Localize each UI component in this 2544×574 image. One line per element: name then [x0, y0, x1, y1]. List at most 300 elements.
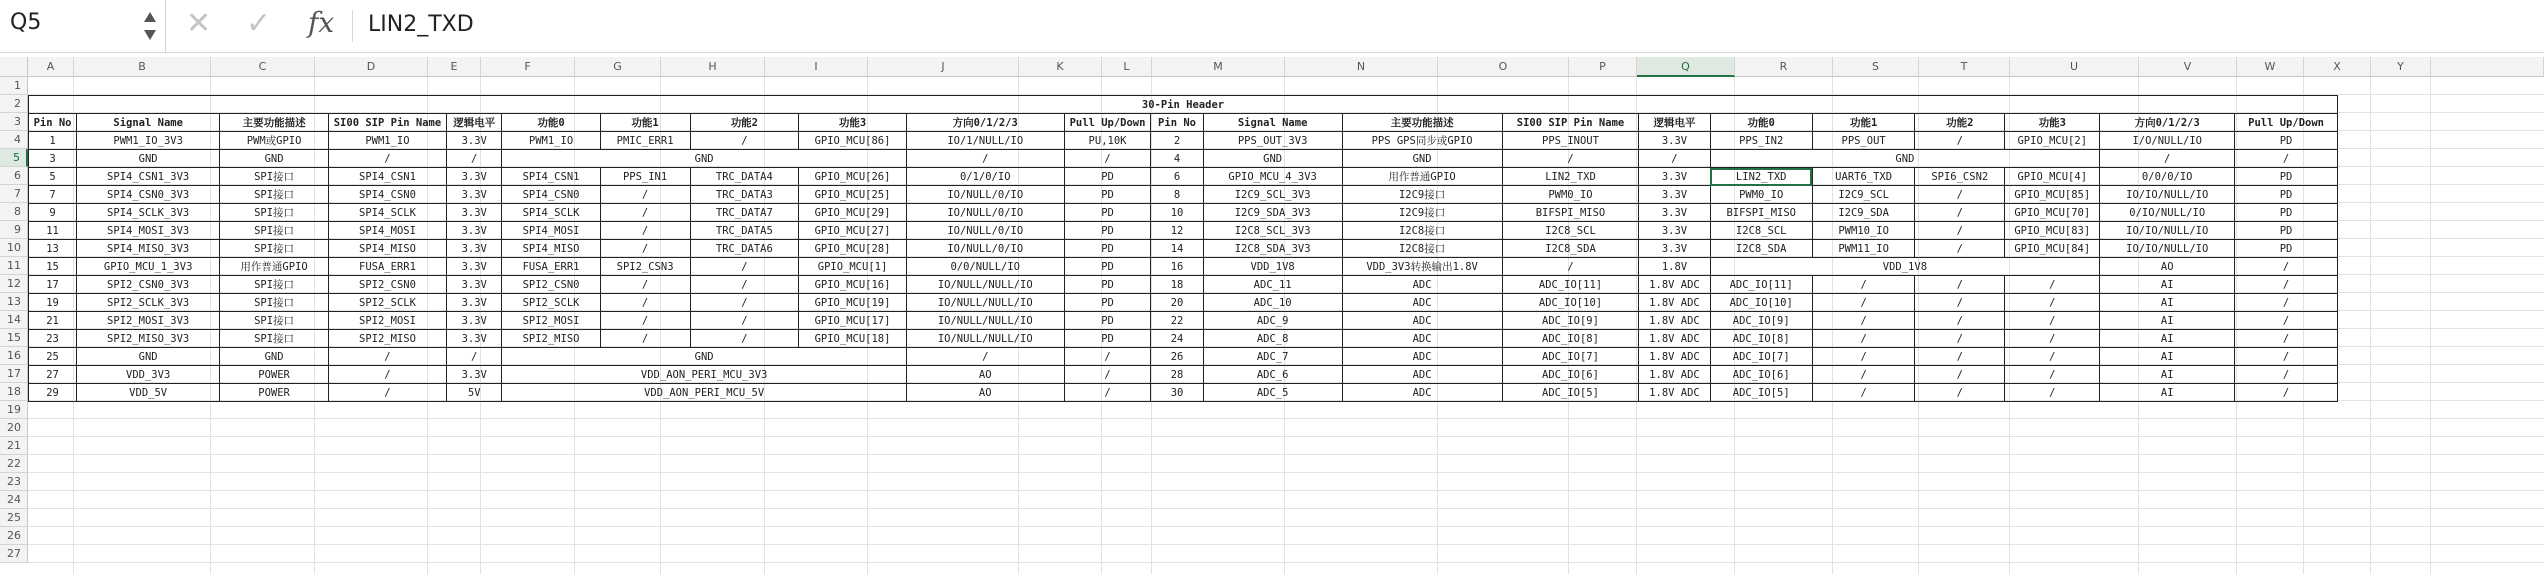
- column-header-k[interactable]: K: [1019, 57, 1102, 77]
- cell[interactable]: GPIO_MCU[70]: [2005, 204, 2100, 222]
- column-title[interactable]: SI00 SIP Pin Name: [1502, 114, 1639, 132]
- active-cell[interactable]: LIN2_TXD: [1710, 168, 1812, 186]
- cell[interactable]: FUSA_ERR1: [328, 258, 446, 276]
- cell[interactable]: 5V: [447, 384, 502, 402]
- cell[interactable]: GPIO_MCU[28]: [799, 240, 907, 258]
- cell[interactable]: ADC_IO[9]: [1502, 312, 1639, 330]
- cell[interactable]: /: [328, 150, 446, 168]
- cell[interactable]: /: [1812, 294, 1914, 312]
- row-header-23[interactable]: 23: [0, 473, 28, 491]
- cell[interactable]: IO/IO/NULL/IO: [2100, 222, 2235, 240]
- cell[interactable]: IO/1/NULL/IO: [906, 132, 1064, 150]
- column-header-m[interactable]: M: [1152, 57, 1285, 77]
- column-title[interactable]: 逻辑电平: [447, 114, 502, 132]
- row-header-27[interactable]: 27: [0, 545, 28, 563]
- cell[interactable]: PD: [2235, 204, 2338, 222]
- cell[interactable]: /: [2235, 258, 2338, 276]
- cell[interactable]: IO/NULL/NULL/IO: [906, 294, 1064, 312]
- cell[interactable]: SPI4_CSN0_3V3: [77, 186, 220, 204]
- cell[interactable]: ADC_IO[9]: [1710, 312, 1812, 330]
- cell[interactable]: PD: [1064, 258, 1151, 276]
- cell[interactable]: PPS_IN2: [1710, 132, 1812, 150]
- cell[interactable]: ADC_IO[5]: [1710, 384, 1812, 402]
- row-header-21[interactable]: 21: [0, 437, 28, 455]
- cell[interactable]: IO/NULL/NULL/IO: [906, 312, 1064, 330]
- cell[interactable]: PWM0_IO: [1502, 186, 1639, 204]
- cell[interactable]: VDD_1V8: [1710, 258, 2100, 276]
- cell[interactable]: /: [1915, 276, 2005, 294]
- cell[interactable]: 3.3V: [447, 168, 502, 186]
- cell[interactable]: SPI2_SCLK: [328, 294, 446, 312]
- cell[interactable]: AO: [906, 366, 1064, 384]
- cell[interactable]: 23: [29, 330, 77, 348]
- column-header-t[interactable]: T: [1919, 57, 2010, 77]
- row-header-26[interactable]: 26: [0, 527, 28, 545]
- cell[interactable]: ADC_9: [1203, 312, 1342, 330]
- column-header-a[interactable]: A: [28, 57, 74, 77]
- cell[interactable]: ADC: [1342, 294, 1502, 312]
- cell[interactable]: SPI接口: [220, 312, 329, 330]
- cell[interactable]: 1.8V ADC: [1639, 330, 1710, 348]
- cell[interactable]: VDD_1V8: [1203, 258, 1342, 276]
- cell[interactable]: ADC_IO[11]: [1710, 276, 1812, 294]
- cell[interactable]: GPIO_MCU_1_3V3: [77, 258, 220, 276]
- cell[interactable]: SPI4_MISO_3V3: [77, 240, 220, 258]
- cell[interactable]: VDD_5V: [77, 384, 220, 402]
- cell[interactable]: SPI2_MOSI: [502, 312, 600, 330]
- cell[interactable]: /: [2235, 150, 2338, 168]
- cell[interactable]: 3.3V: [447, 204, 502, 222]
- cell[interactable]: SPI4_SCLK_3V3: [77, 204, 220, 222]
- cell[interactable]: PWM1_IO: [502, 132, 600, 150]
- cell[interactable]: SPI2_MISO: [502, 330, 600, 348]
- cell[interactable]: SPI接口: [220, 240, 329, 258]
- column-header-h[interactable]: H: [661, 57, 765, 77]
- cell[interactable]: ADC_7: [1203, 348, 1342, 366]
- column-header-d[interactable]: D: [315, 57, 428, 77]
- cell[interactable]: /: [1915, 294, 2005, 312]
- cell[interactable]: TRC_DATA6: [690, 240, 799, 258]
- column-header-r[interactable]: R: [1735, 57, 1833, 77]
- cell[interactable]: PPS_OUT: [1812, 132, 1914, 150]
- column-title[interactable]: 方向0/1/2/3: [906, 114, 1064, 132]
- cell[interactable]: SPI接口: [220, 330, 329, 348]
- cell[interactable]: 15: [29, 258, 77, 276]
- cell[interactable]: GND: [1710, 150, 2100, 168]
- cell[interactable]: ADC_IO[7]: [1710, 348, 1812, 366]
- cell[interactable]: SPI接口: [220, 294, 329, 312]
- cell[interactable]: /: [1812, 330, 1914, 348]
- cell[interactable]: SPI4_CSN0: [328, 186, 446, 204]
- column-header-e[interactable]: E: [428, 57, 481, 77]
- cell[interactable]: SPI4_MOSI_3V3: [77, 222, 220, 240]
- cell[interactable]: 28: [1151, 366, 1203, 384]
- cell[interactable]: 5: [29, 168, 77, 186]
- row-header-8[interactable]: 8: [0, 203, 28, 221]
- cell[interactable]: 0/0/NULL/IO: [906, 258, 1064, 276]
- cell[interactable]: 29: [29, 384, 77, 402]
- cell[interactable]: I2C8_SDA: [1710, 240, 1812, 258]
- cell[interactable]: 3.3V: [447, 132, 502, 150]
- column-title[interactable]: 功能1: [1812, 114, 1914, 132]
- cell[interactable]: /: [2005, 348, 2100, 366]
- cell[interactable]: ADC: [1342, 348, 1502, 366]
- cell[interactable]: SPI接口: [220, 186, 329, 204]
- row-header-6[interactable]: 6: [0, 167, 28, 185]
- cell[interactable]: IO/NULL/0/IO: [906, 222, 1064, 240]
- cell[interactable]: IO/NULL/0/IO: [906, 186, 1064, 204]
- column-header-p[interactable]: P: [1569, 57, 1637, 77]
- cell[interactable]: GPIO_MCU[2]: [2005, 132, 2100, 150]
- cell[interactable]: 25: [29, 348, 77, 366]
- cell[interactable]: /: [690, 132, 799, 150]
- cell[interactable]: I2C8_SCL: [1502, 222, 1639, 240]
- cell[interactable]: SPI4_CSN1: [328, 168, 446, 186]
- cell[interactable]: TRC_DATA3: [690, 186, 799, 204]
- cell[interactable]: 1.8V: [1639, 258, 1710, 276]
- cell[interactable]: I2C8_SCL: [1710, 222, 1812, 240]
- cell[interactable]: /: [1915, 132, 2005, 150]
- cell[interactable]: AO: [2100, 258, 2235, 276]
- cell[interactable]: 3.3V: [447, 294, 502, 312]
- cell[interactable]: /: [2235, 366, 2338, 384]
- cell[interactable]: /: [2100, 150, 2235, 168]
- cell[interactable]: IO/NULL/NULL/IO: [906, 276, 1064, 294]
- cell[interactable]: 3.3V: [1639, 168, 1710, 186]
- cell[interactable]: /: [1812, 312, 1914, 330]
- cell[interactable]: 17: [29, 276, 77, 294]
- column-title[interactable]: 功能0: [502, 114, 600, 132]
- cell[interactable]: /: [600, 222, 690, 240]
- row-header-7[interactable]: 7: [0, 185, 28, 203]
- cell[interactable]: 6: [1151, 168, 1203, 186]
- cell[interactable]: 3.3V: [447, 312, 502, 330]
- cell[interactable]: GPIO_MCU[29]: [799, 204, 907, 222]
- cell[interactable]: ADC: [1342, 312, 1502, 330]
- name-box[interactable]: [0, 0, 166, 52]
- column-header-c[interactable]: C: [211, 57, 315, 77]
- column-header-b[interactable]: B: [74, 57, 211, 77]
- cell[interactable]: 8: [1151, 186, 1203, 204]
- cell[interactable]: 0/IO/NULL/IO: [2100, 204, 2235, 222]
- cell[interactable]: GPIO_MCU[83]: [2005, 222, 2100, 240]
- cell[interactable]: ADC_6: [1203, 366, 1342, 384]
- column-title[interactable]: 方向0/1/2/3: [2100, 114, 2235, 132]
- column-title[interactable]: Pull Up/Down: [2235, 114, 2338, 132]
- cell[interactable]: 27: [29, 366, 77, 384]
- cell[interactable]: SPI接口: [220, 222, 329, 240]
- column-header-j[interactable]: J: [868, 57, 1019, 77]
- cell[interactable]: AI: [2100, 276, 2235, 294]
- row-header-14[interactable]: 14: [0, 311, 28, 329]
- cell[interactable]: 4: [1151, 150, 1203, 168]
- column-title[interactable]: Signal Name: [1203, 114, 1342, 132]
- cell[interactable]: I2C9_SDA: [1812, 204, 1914, 222]
- cell[interactable]: PD: [1064, 222, 1151, 240]
- cell[interactable]: IO/IO/NULL/IO: [2100, 240, 2235, 258]
- cell[interactable]: /: [2235, 294, 2338, 312]
- cell[interactable]: SPI接口: [220, 276, 329, 294]
- row-header-15[interactable]: 15: [0, 329, 28, 347]
- cell[interactable]: ADC_IO[10]: [1710, 294, 1812, 312]
- column-header-g[interactable]: G: [575, 57, 661, 77]
- column-header-w[interactable]: W: [2237, 57, 2304, 77]
- column-header-u[interactable]: U: [2010, 57, 2139, 77]
- column-title[interactable]: SI00 SIP Pin Name: [328, 114, 446, 132]
- cell[interactable]: 3.3V: [447, 276, 502, 294]
- cell[interactable]: PD: [1064, 168, 1151, 186]
- cell[interactable]: GND: [77, 150, 220, 168]
- cell[interactable]: 7: [29, 186, 77, 204]
- cell[interactable]: /: [2005, 384, 2100, 402]
- row-header-1[interactable]: 1: [0, 77, 28, 95]
- cell[interactable]: /: [1915, 204, 2005, 222]
- cell[interactable]: 21: [29, 312, 77, 330]
- cell[interactable]: /: [447, 150, 502, 168]
- cell[interactable]: /: [1915, 222, 2005, 240]
- cell[interactable]: 1.8V ADC: [1639, 276, 1710, 294]
- cell[interactable]: GPIO_MCU[26]: [799, 168, 907, 186]
- spreadsheet-grid[interactable]: [0, 57, 2544, 574]
- cell[interactable]: SPI4_MOSI: [502, 222, 600, 240]
- cell[interactable]: 20: [1151, 294, 1203, 312]
- cell[interactable]: /: [2005, 312, 2100, 330]
- cell[interactable]: /: [690, 330, 799, 348]
- cell[interactable]: /: [2235, 276, 2338, 294]
- cell[interactable]: ADC_5: [1203, 384, 1342, 402]
- cell[interactable]: /: [690, 258, 799, 276]
- cell[interactable]: 9: [29, 204, 77, 222]
- cell[interactable]: PPS GPS同步或GPIO: [1342, 132, 1502, 150]
- cell[interactable]: 14: [1151, 240, 1203, 258]
- cell[interactable]: SPI2_MISO: [328, 330, 446, 348]
- cell[interactable]: AI: [2100, 348, 2235, 366]
- cell[interactable]: GND: [502, 150, 906, 168]
- cell[interactable]: 3: [29, 150, 77, 168]
- cell[interactable]: GPIO_MCU_4_3V3: [1203, 168, 1342, 186]
- cell[interactable]: GPIO_MCU[19]: [799, 294, 907, 312]
- cell[interactable]: ADC_8: [1203, 330, 1342, 348]
- cell[interactable]: AI: [2100, 384, 2235, 402]
- cell[interactable]: 1.8V ADC: [1639, 366, 1710, 384]
- column-header-y[interactable]: Y: [2371, 57, 2431, 77]
- column-title[interactable]: Pull Up/Down: [1064, 114, 1151, 132]
- cell[interactable]: TRC_DATA4: [690, 168, 799, 186]
- cell[interactable]: /: [1064, 348, 1151, 366]
- cell[interactable]: 13: [29, 240, 77, 258]
- cell[interactable]: I2C9_SDA_3V3: [1203, 204, 1342, 222]
- row-header-16[interactable]: 16: [0, 347, 28, 365]
- cell[interactable]: ADC_IO[10]: [1502, 294, 1639, 312]
- cell[interactable]: 11: [29, 222, 77, 240]
- cell[interactable]: /: [600, 204, 690, 222]
- row-header-4[interactable]: 4: [0, 131, 28, 149]
- table-title[interactable]: 30-Pin Header: [29, 96, 2338, 114]
- row-header-20[interactable]: 20: [0, 419, 28, 437]
- cell[interactable]: SPI2_CSN0_3V3: [77, 276, 220, 294]
- cell[interactable]: ADC_IO[7]: [1502, 348, 1639, 366]
- cell[interactable]: I2C8_SCL_3V3: [1203, 222, 1342, 240]
- cell[interactable]: /: [906, 150, 1064, 168]
- cell[interactable]: PD: [2235, 222, 2338, 240]
- cell[interactable]: SPI4_SCLK: [502, 204, 600, 222]
- cell[interactable]: PD: [1064, 312, 1151, 330]
- cell[interactable]: 用作普通GPIO: [220, 258, 329, 276]
- cell[interactable]: 22: [1151, 312, 1203, 330]
- cell[interactable]: ADC_IO[11]: [1502, 276, 1639, 294]
- formula-input[interactable]: LIN2_TXD: [368, 12, 474, 37]
- cell[interactable]: 30: [1151, 384, 1203, 402]
- cell[interactable]: /: [1812, 384, 1914, 402]
- cell[interactable]: /: [2235, 312, 2338, 330]
- row-header-13[interactable]: 13: [0, 293, 28, 311]
- cell[interactable]: 3.3V: [447, 186, 502, 204]
- cell[interactable]: I2C8_SDA: [1502, 240, 1639, 258]
- cell[interactable]: 3.3V: [447, 240, 502, 258]
- cell[interactable]: PD: [1064, 240, 1151, 258]
- cell[interactable]: SPI4_CSN0: [502, 186, 600, 204]
- cell[interactable]: I2C9接口: [1342, 186, 1502, 204]
- row-header-9[interactable]: 9: [0, 221, 28, 239]
- cell[interactable]: /: [1915, 312, 2005, 330]
- cell[interactable]: AI: [2100, 366, 2235, 384]
- cell[interactable]: TRC_DATA5: [690, 222, 799, 240]
- cell[interactable]: LIN2_TXD: [1502, 168, 1639, 186]
- cell[interactable]: SPI2_MOSI_3V3: [77, 312, 220, 330]
- cell[interactable]: PD: [1064, 330, 1151, 348]
- cell[interactable]: /: [1639, 150, 1710, 168]
- cell[interactable]: /: [2005, 330, 2100, 348]
- cell[interactable]: I/O/NULL/IO: [2100, 132, 2235, 150]
- cell[interactable]: IO/NULL/0/IO: [906, 240, 1064, 258]
- cell[interactable]: ADC_IO[6]: [1710, 366, 1812, 384]
- cell[interactable]: /: [2235, 348, 2338, 366]
- cell[interactable]: POWER: [220, 384, 329, 402]
- column-header-n[interactable]: N: [1285, 57, 1438, 77]
- cell[interactable]: /: [1915, 186, 2005, 204]
- column-title[interactable]: 主要功能描述: [220, 114, 329, 132]
- cell[interactable]: 24: [1151, 330, 1203, 348]
- cell[interactable]: PD: [1064, 276, 1151, 294]
- column-header-o[interactable]: O: [1438, 57, 1569, 77]
- row-header-2[interactable]: 2: [0, 95, 28, 113]
- cell[interactable]: /: [328, 366, 446, 384]
- cell[interactable]: /: [690, 276, 799, 294]
- cell[interactable]: IO/NULL/NULL/IO: [906, 330, 1064, 348]
- column-header-v[interactable]: V: [2139, 57, 2237, 77]
- cell[interactable]: GPIO_MCU[16]: [799, 276, 907, 294]
- cell[interactable]: ADC: [1342, 384, 1502, 402]
- cell[interactable]: PD: [1064, 204, 1151, 222]
- column-header-q[interactable]: Q: [1637, 57, 1735, 77]
- cell[interactable]: GND: [1203, 150, 1342, 168]
- confirm-icon[interactable]: ✓: [246, 6, 272, 41]
- cell[interactable]: 3.3V: [1639, 222, 1710, 240]
- cell[interactable]: PPS_INOUT: [1502, 132, 1639, 150]
- row-header-12[interactable]: 12: [0, 275, 28, 293]
- cell[interactable]: GPIO_MCU[85]: [2005, 186, 2100, 204]
- cell[interactable]: 2: [1151, 132, 1203, 150]
- cell[interactable]: PWM0_IO: [1710, 186, 1812, 204]
- cell[interactable]: SPI2_CSN0: [502, 276, 600, 294]
- cell[interactable]: /: [1502, 150, 1639, 168]
- cell[interactable]: /: [1915, 330, 2005, 348]
- cell[interactable]: BIFSPI_MISO: [1502, 204, 1639, 222]
- cell[interactable]: GPIO_MCU[27]: [799, 222, 907, 240]
- cell[interactable]: BIFSPI_MISO: [1710, 204, 1812, 222]
- cell[interactable]: SPI2_MOSI: [328, 312, 446, 330]
- cell[interactable]: ADC_IO[8]: [1710, 330, 1812, 348]
- cell[interactable]: I2C8_SDA_3V3: [1203, 240, 1342, 258]
- cell[interactable]: /: [2005, 276, 2100, 294]
- cell[interactable]: TRC_DATA7: [690, 204, 799, 222]
- cell[interactable]: /: [2235, 330, 2338, 348]
- cell[interactable]: I2C8接口: [1342, 240, 1502, 258]
- cell[interactable]: I2C8接口: [1342, 222, 1502, 240]
- cell[interactable]: PWM11_IO: [1812, 240, 1914, 258]
- cell[interactable]: IO/IO/NULL/IO: [2100, 186, 2235, 204]
- cell[interactable]: VDD_3V3转换输出1.8V: [1342, 258, 1502, 276]
- name-box-dropdown-icon[interactable]: [140, 2, 160, 50]
- cell[interactable]: VDD_AON_PERI_MCU_3V3: [502, 366, 906, 384]
- column-title[interactable]: Signal Name: [77, 114, 220, 132]
- cell[interactable]: 3.3V: [447, 330, 502, 348]
- row-header-3[interactable]: 3: [0, 113, 28, 131]
- cell[interactable]: SPI2_CSN3: [600, 258, 690, 276]
- cell[interactable]: PPS_OUT_3V3: [1203, 132, 1342, 150]
- cell[interactable]: /: [2005, 294, 2100, 312]
- cell[interactable]: VDD_AON_PERI_MCU_5V: [502, 384, 906, 402]
- column-title[interactable]: 逻辑电平: [1639, 114, 1710, 132]
- cell[interactable]: GND: [77, 348, 220, 366]
- cell[interactable]: 26: [1151, 348, 1203, 366]
- cell[interactable]: SPI4_SCLK: [328, 204, 446, 222]
- cell[interactable]: ADC_IO[5]: [1502, 384, 1639, 402]
- row-header-22[interactable]: 22: [0, 455, 28, 473]
- cell[interactable]: 0/0/0/IO: [2100, 168, 2235, 186]
- cell[interactable]: SPI6_CSN2: [1915, 168, 2005, 186]
- cell[interactable]: SPI4_MISO: [502, 240, 600, 258]
- cell[interactable]: 16: [1151, 258, 1203, 276]
- cell[interactable]: /: [1915, 240, 2005, 258]
- cell[interactable]: 19: [29, 294, 77, 312]
- column-title[interactable]: 功能3: [799, 114, 907, 132]
- cell[interactable]: SPI2_CSN0: [328, 276, 446, 294]
- row-header-5[interactable]: 5: [0, 149, 28, 167]
- cell[interactable]: SPI4_MOSI: [328, 222, 446, 240]
- cell[interactable]: GPIO_MCU[4]: [2005, 168, 2100, 186]
- cell[interactable]: /: [1915, 366, 2005, 384]
- cell[interactable]: GPIO_MCU[86]: [799, 132, 907, 150]
- column-title[interactable]: Pin No: [29, 114, 77, 132]
- column-title[interactable]: 功能2: [690, 114, 799, 132]
- cell[interactable]: SPI2_SCLK_3V3: [77, 294, 220, 312]
- cell[interactable]: ADC: [1342, 366, 1502, 384]
- cell[interactable]: POWER: [220, 366, 329, 384]
- cell[interactable]: ADC_11: [1203, 276, 1342, 294]
- cell[interactable]: SPI4_CSN1_3V3: [77, 168, 220, 186]
- cell[interactable]: AO: [906, 384, 1064, 402]
- column-title[interactable]: 功能1: [600, 114, 690, 132]
- cell[interactable]: 3.3V: [1639, 186, 1710, 204]
- cell[interactable]: GPIO_MCU[25]: [799, 186, 907, 204]
- cell[interactable]: /: [690, 294, 799, 312]
- cell[interactable]: /: [600, 330, 690, 348]
- cell[interactable]: FUSA_ERR1: [502, 258, 600, 276]
- cell[interactable]: GND: [502, 348, 906, 366]
- cell[interactable]: GPIO_MCU[84]: [2005, 240, 2100, 258]
- cell[interactable]: SPI接口: [220, 168, 329, 186]
